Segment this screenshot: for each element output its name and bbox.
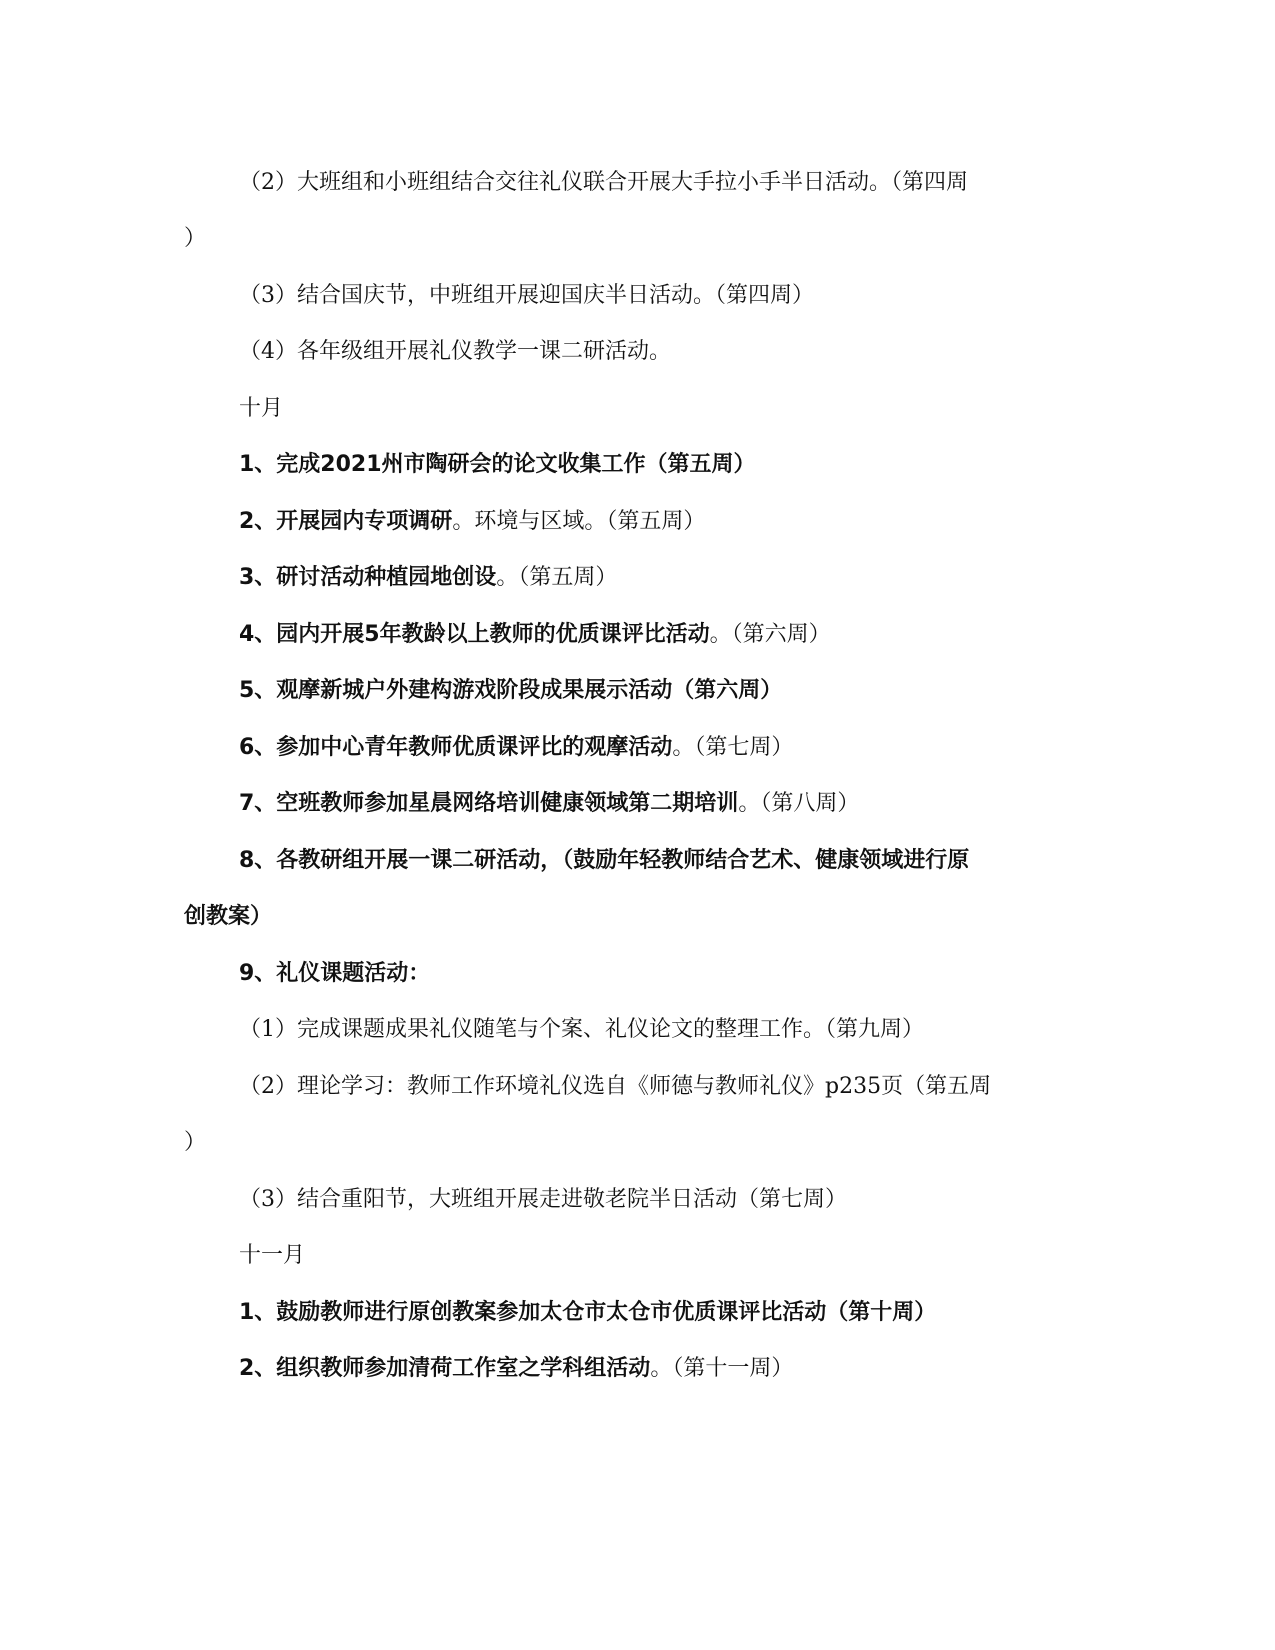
paragraph-line: [0, 676, 1275, 706]
paragraph-line: [0, 959, 1275, 989]
paragraph-line: [0, 507, 1275, 537]
line-text-bold: 8、各教研组开展一课二研活动，（鼓励年轻教师结合艺术、健康领域进行原: [239, 848, 970, 873]
line-text-bold: 6、参加中心青年教师优质课评比的观摩活动: [239, 735, 673, 760]
month-heading: [0, 394, 1275, 424]
line-text-bold: 创教案）: [184, 904, 273, 929]
line-text: ）: [184, 226, 207, 251]
line-text-bold: 2、开展园内专项调研: [239, 509, 453, 534]
paragraph-line: [0, 620, 1275, 650]
paragraph-line: [0, 1128, 1275, 1158]
month-heading: [0, 1241, 1275, 1271]
paragraph-line: [0, 1354, 1275, 1384]
line-text-bold: 9、礼仪课题活动：: [239, 961, 431, 986]
line-text: （1）完成课题成果礼仪随笔与个案、礼仪论文的整理工作。（第九周）: [239, 1017, 924, 1042]
line-text: 。（第十一周）: [650, 1356, 794, 1381]
paragraph-line: [0, 1185, 1275, 1215]
paragraph-line: [0, 224, 1275, 254]
paragraph-line: [0, 733, 1275, 763]
line-text: ）: [184, 1130, 207, 1155]
line-text: （3）结合国庆节，中班组开展迎国庆半日活动。（第四周）: [239, 283, 814, 308]
paragraph-line: [0, 1298, 1275, 1328]
line-text: （3）结合重阳节，大班组开展走进敬老院半日活动（第七周）: [239, 1187, 847, 1212]
line-text-bold: 1、完成2021州市陶研会的论文收集工作（第五周）: [239, 452, 756, 477]
paragraph-line: [0, 337, 1275, 367]
line-text: 十月: [239, 396, 284, 421]
line-text: 十一月: [239, 1243, 306, 1268]
line-text: 。（第七周）: [672, 735, 794, 760]
paragraph-line: [0, 281, 1275, 311]
line-text: 。环境与区域。（第五周）: [452, 509, 706, 534]
line-text-bold: 2、组织教师参加清荷工作室之学科组活动: [239, 1356, 651, 1381]
paragraph-line: [0, 902, 1275, 932]
paragraph-line: [0, 450, 1275, 480]
line-text: （4）各年级组开展礼仪教学一课二研活动。: [239, 339, 671, 364]
paragraph-line: [0, 789, 1275, 819]
paragraph-line: [0, 563, 1275, 593]
line-text-bold: 7、空班教师参加星晨网络培训健康领域第二期培训: [239, 791, 739, 816]
line-text: 。（第八周）: [738, 791, 860, 816]
line-text-bold: 3、研讨活动种植园地创设: [239, 565, 497, 590]
line-text: 。（第六周）: [709, 622, 831, 647]
line-text: （2）大班组和小班组结合交往礼仪联合开展大手拉小手半日活动。（第四周: [239, 170, 968, 195]
paragraph-line: [0, 1015, 1275, 1045]
line-text: 。（第五周）: [496, 565, 618, 590]
paragraph-line: [0, 846, 1275, 876]
paragraph-line: [0, 1072, 1275, 1102]
line-text-bold: 4、园内开展5年教龄以上教师的优质课评比活动: [239, 622, 710, 647]
line-text-bold: 1、鼓励教师进行原创教案参加太仓市太仓市优质课评比活动（第十周）: [239, 1300, 937, 1325]
line-text: （2）理论学习：教师工作环境礼仪选自《师德与教师礼仪》p235页（第五周: [239, 1074, 992, 1099]
paragraph-line: [0, 168, 1275, 198]
line-text-bold: 5、观摩新城户外建构游戏阶段成果展示活动（第六周）: [239, 678, 783, 703]
